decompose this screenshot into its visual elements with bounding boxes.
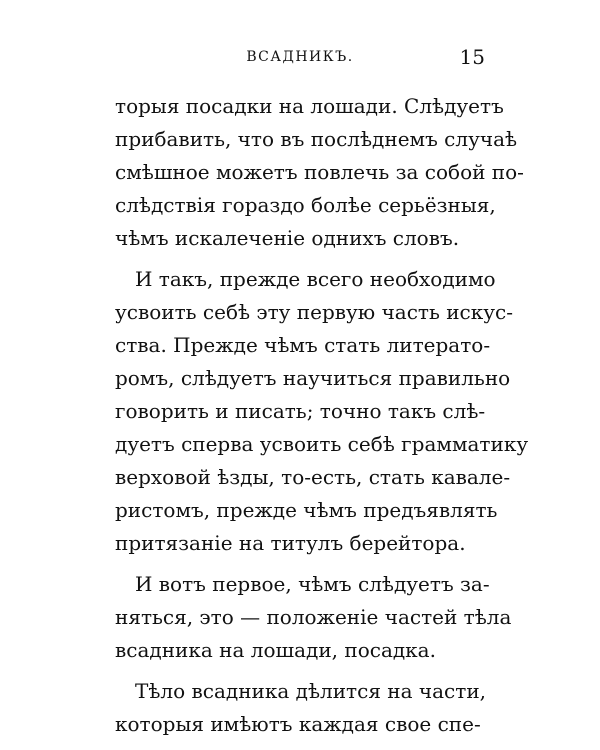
text-line: усвоить себѣ эту первую часть искус-	[115, 300, 513, 324]
text-line: чѣмъ искалеченіе однихъ словъ.	[115, 226, 460, 250]
text-line: торыя посадки на лошади. Слѣдуетъ	[115, 94, 504, 118]
paragraph-2	[115, 263, 529, 560]
text-line: И такъ, прежде всего необходимо	[135, 267, 496, 291]
page-number: 15	[459, 45, 485, 69]
text-line: всадника на лошади, посадка.	[115, 638, 436, 662]
text-line: ристомъ, прежде чѣмъ предъявлять	[115, 498, 498, 522]
body-text	[115, 90, 529, 741]
text-line: И вотъ первое, чѣмъ слѣдуетъ за-	[135, 572, 490, 596]
text-line: слѣдствія гораздо болѣе серьёзныя,	[115, 193, 496, 217]
text-line: ромъ, слѣдуетъ научиться правильно	[115, 366, 511, 390]
text-line: Тѣло всадника дѣлится на части,	[135, 679, 487, 703]
text-line: смѣшное можетъ повлечь за собой по-	[115, 160, 524, 184]
text-line: притязаніе на титулъ берейтора.	[115, 531, 466, 555]
paragraph-1	[115, 90, 524, 255]
paragraph-gap	[115, 560, 485, 568]
paragraph-4	[115, 675, 485, 741]
text-line: которыя имѣютъ каждая свое спе-	[115, 712, 481, 736]
text-line: ства. Прежде чѣмъ стать литерато-	[115, 333, 491, 357]
paragraph-gap	[115, 255, 485, 263]
text-line: прибавить, что въ послѣднемъ случаѣ	[115, 127, 518, 151]
text-line: дуетъ сперва усвоить себѣ грамматику	[115, 432, 529, 456]
text-line: верховой ѣзды, то-есть, стать кавале-	[115, 465, 511, 489]
running-head	[115, 45, 485, 69]
text-line: няться, это — положеніе частей тѣла	[115, 605, 512, 629]
paragraph-gap	[115, 667, 485, 675]
text-line: говорить и писать; точно такъ слѣ-	[115, 399, 486, 423]
running-title: ВСАДНИКЪ.	[246, 49, 354, 65]
paragraph-3	[115, 568, 512, 667]
